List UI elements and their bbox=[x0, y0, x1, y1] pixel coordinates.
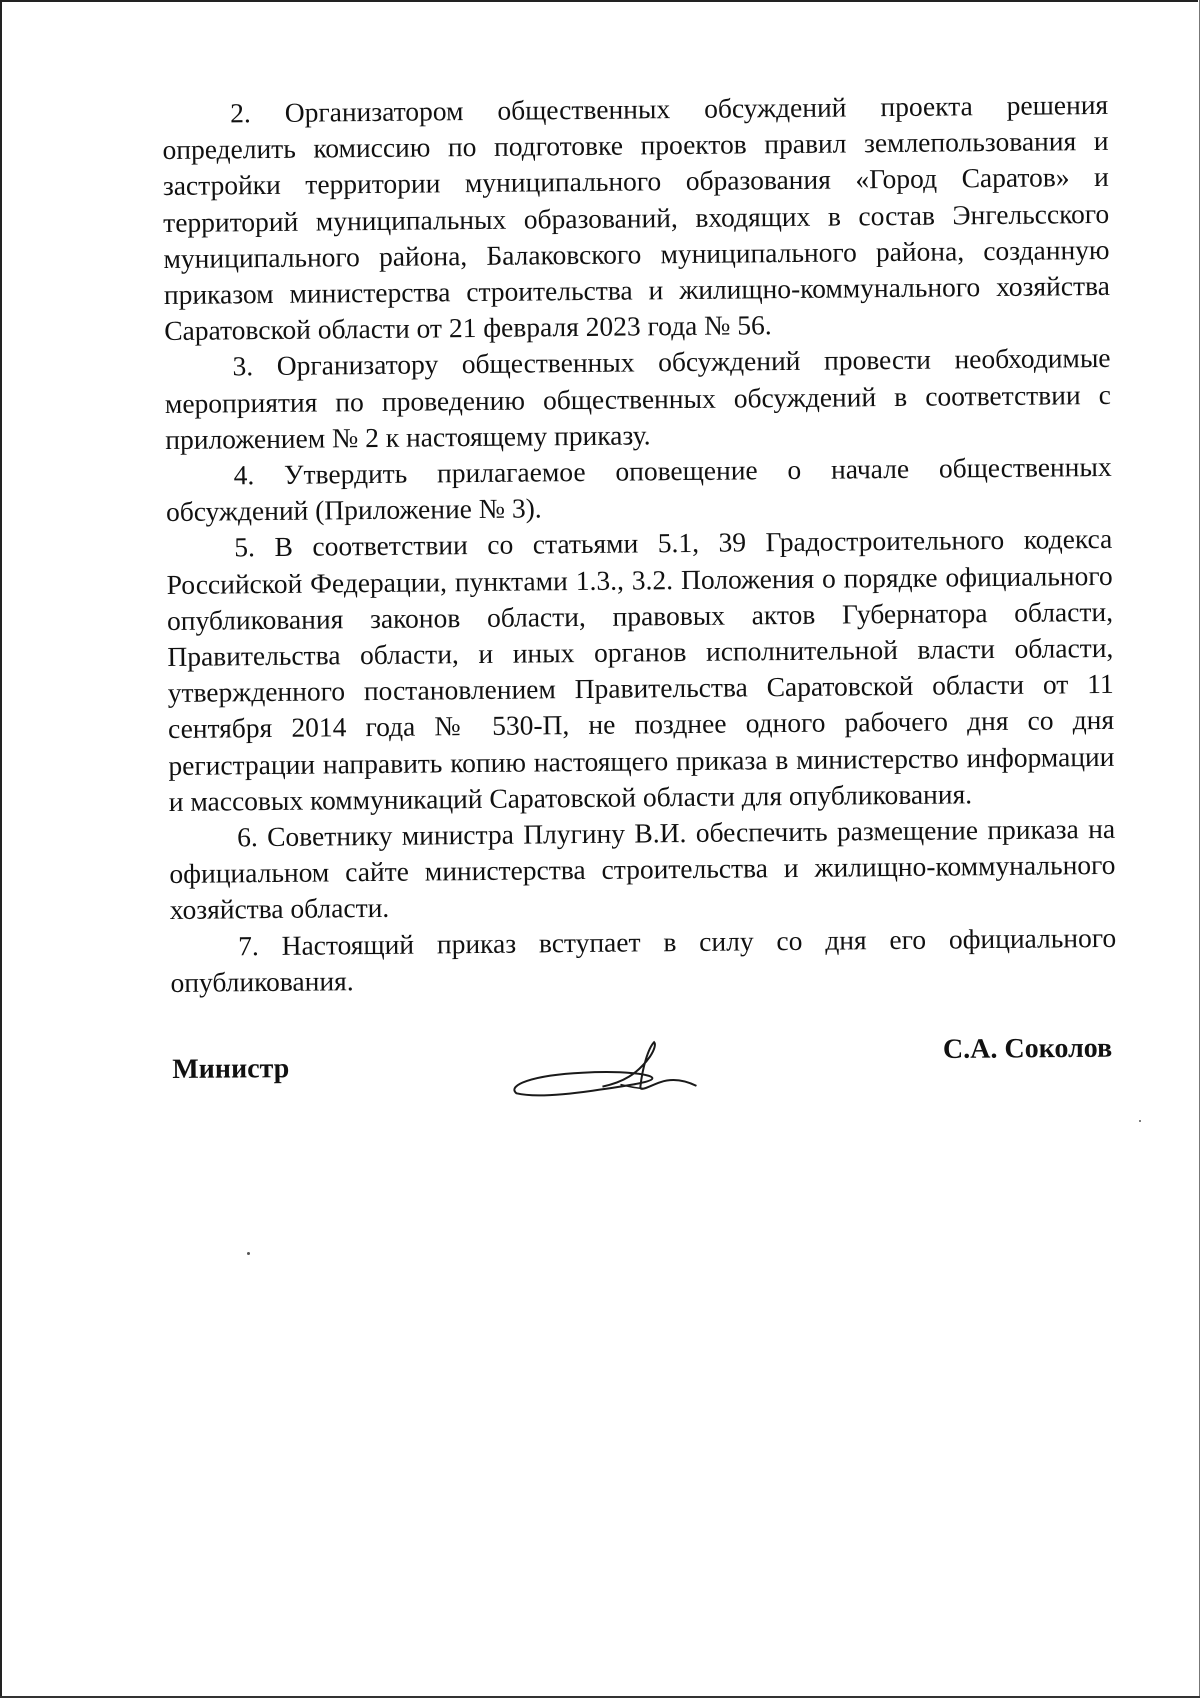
paragraph-3: 3. Организатору общественных обсуждений провести необходимые мероприятия по проведению общественных обсуждений в соответствии с приложением № 2 к настоящему приказу. bbox=[164, 342, 1112, 455]
handwritten-signature bbox=[502, 1034, 713, 1116]
document-body bbox=[162, 87, 1117, 1001]
signatory-name: С.А. Соколов bbox=[942, 1032, 1113, 1065]
scan-speck bbox=[247, 1252, 250, 1255]
paragraph-4: 4. Утвердить прилагаемое оповещение о начале общественных обсуждений (Приложение № 3). bbox=[165, 450, 1112, 528]
signatory-title: Министр bbox=[172, 1053, 290, 1085]
scan-speck bbox=[1139, 1120, 1141, 1122]
paragraph-7: 7. Настоящий приказ вступает в силу со дня его официального опубликования. bbox=[170, 921, 1117, 998]
paragraph-2: 2. Организатором общественных обсуждений проекта решения определить комиссию по подготовке проектов правил землепользования и застройки территории муниципального образования «Город Саратов» и территорий муниципальных образований, входящих в состав Энгельсского муниципального района, Балаковского муниципального района, созданную приказом министерства строительства и жилищно-коммунального хозяйства Саратовской области от 21 февраля 2023 года № 56. bbox=[162, 88, 1111, 347]
paragraph-5: 5. В соответствии со статьями 5.1, 39 Градостроительного кодекса Российской Федерации, пунктами 1.3., 3.2. Положения о порядке официального опубликования законов области, правовых актов Губернатора области, Правительства области, и иных органов исполнительной власти области, утвержденного постановлением Правительства Саратовской области от 11 сентября 2014 года № 530-П, не позднее одного рабочего дня со дня регистрации направить копию настоящего приказа в министерство информации и массовых коммуникаций Саратовской области для опубликования. bbox=[166, 523, 1115, 817]
paragraph-6: 6. Советнику министра Плугину В.И. обеспечить размещение приказа на официальном сайте министерства строительства и жилищно-коммунального хозяйства области. bbox=[169, 812, 1116, 926]
signature-block bbox=[172, 1023, 1113, 1140]
